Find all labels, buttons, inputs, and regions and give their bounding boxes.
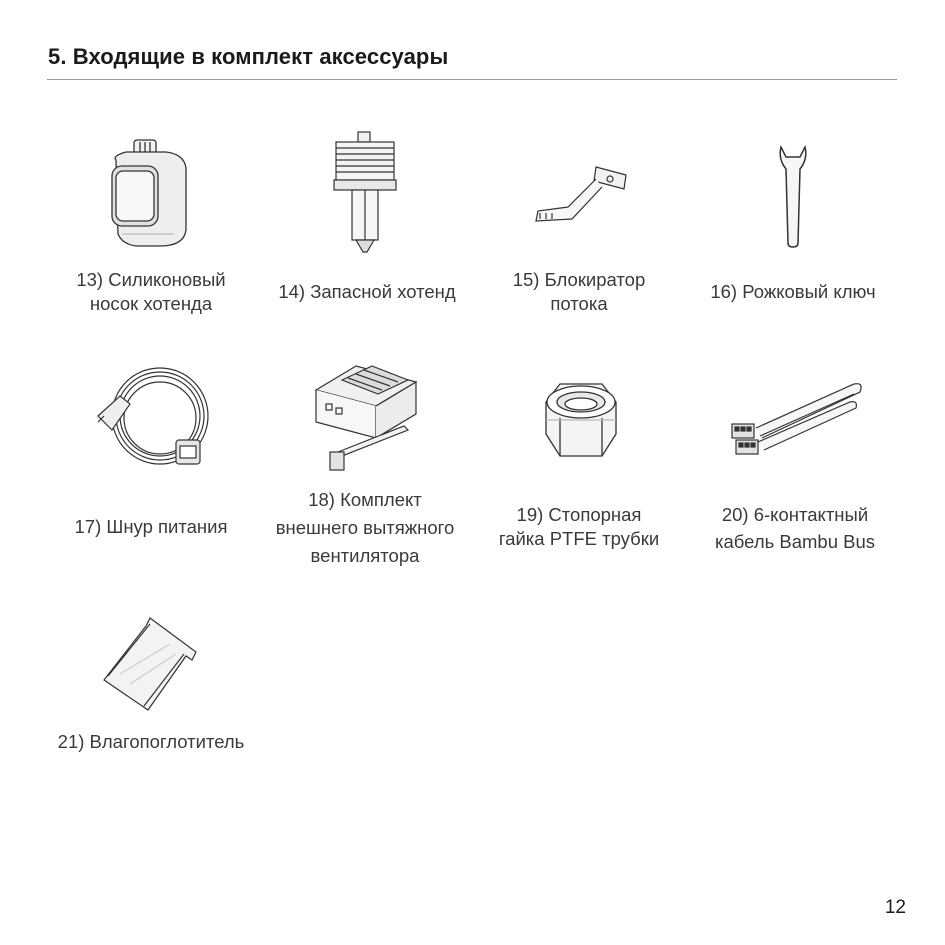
caption-line: 14) Запасной хотенд <box>278 281 456 302</box>
caption-line: вентилятора <box>310 545 420 566</box>
flow-blocker-icon <box>528 165 630 227</box>
caption-15 <box>494 268 664 316</box>
exhaust-fan-kit-icon <box>312 360 422 475</box>
caption-21 <box>36 730 266 754</box>
title-divider <box>47 79 897 80</box>
caption-line: носок хотенда <box>89 293 213 314</box>
caption-line: 18) Комплект <box>308 489 422 510</box>
section-title: 5. Входящие в комплект аксессуары <box>48 44 449 69</box>
caption-line: кабель Bambu Bus <box>714 531 876 552</box>
caption-line: потока <box>550 293 608 314</box>
caption-16 <box>698 280 888 304</box>
caption-14 <box>262 280 472 304</box>
caption-19 <box>484 503 674 551</box>
caption-line: внешнего вытяжного <box>275 517 455 538</box>
hotend-icon <box>330 130 400 255</box>
bus-cable-icon <box>726 376 866 458</box>
caption-20 <box>700 501 890 555</box>
caption-line: 19) Стопорная <box>516 504 642 525</box>
caption-13 <box>56 268 246 316</box>
caption-line: 16) Рожковый ключ <box>710 281 876 302</box>
caption-line: 21) Влагопоглотитель <box>57 731 245 752</box>
page-number: 12 <box>884 897 906 918</box>
desiccant-icon <box>100 614 200 718</box>
power-cord-icon <box>94 360 214 478</box>
caption-line: 17) Шнур питания <box>74 516 228 537</box>
wrench-icon <box>776 143 810 248</box>
caption-line: 20) 6-контактный <box>721 504 869 525</box>
caption-18 <box>250 486 480 570</box>
ptfe-nut-icon <box>536 372 626 462</box>
silicone-sock-icon <box>104 138 194 250</box>
caption-line: гайка PTFE трубки <box>498 528 660 549</box>
caption-line: 13) Силиконовый <box>76 269 226 290</box>
caption-17 <box>56 515 246 539</box>
caption-line: 15) Блокиратор <box>512 269 646 290</box>
